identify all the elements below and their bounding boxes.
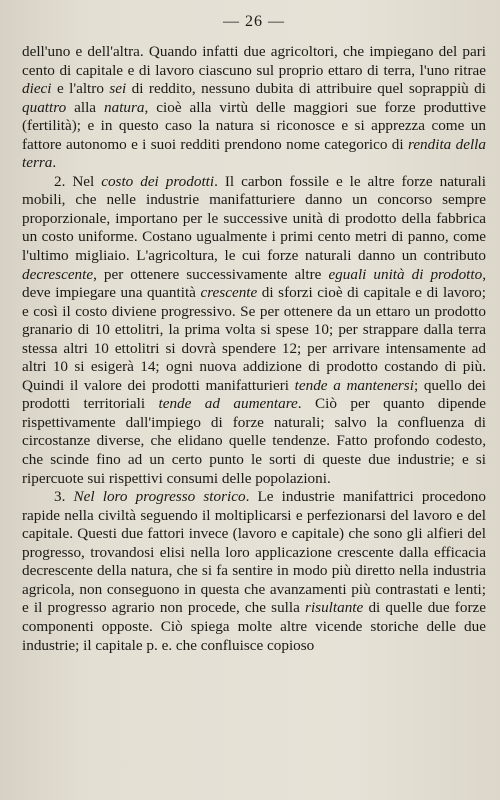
italic-segment: Nel loro progresso storico [73, 488, 246, 506]
text-segment: di sforzi cioè di capitale e di lavoro; e così il costo diviene progressivo. Se per ottenere da un ettaro un prodotto granario di 10 ettolitri, la prima volta si spese 10; per strappare dalla terra stessa altri 10 ettolitri si dovrà spendere 12; per arrivare intensamente ad altri 10 si esigerà 14; ogni nuova addizione di prodotto costando di più. Quindi il valore dei prodotti manifatturieri [22, 284, 486, 394]
italic-segment: rendita della terra [22, 135, 486, 172]
text-segment: alla [66, 98, 104, 116]
paragraph-progresso-storico [22, 488, 486, 655]
text-segment: di reddito, nessuno dubita di attribuire quel soprappiù di [126, 80, 486, 98]
text-segment: 2. Nel [54, 172, 102, 190]
italic-segment: sei [109, 80, 127, 98]
text-segment: dell'uno e dell'altra. Quando infatti due agricoltori, che impiegano del pari cento di capitale e di lavoro ciascuno sul proprio ettaro di terra, l'uno ritrae [22, 43, 486, 79]
page-number: — 26 — [223, 13, 285, 30]
text-segment: di quelle due forze componenti opposte. Ciò spiega molte altre vicende storiche delle due industrie; il capitale p. e. che confluisce copioso [22, 599, 486, 654]
italic-segment: natura [104, 98, 145, 116]
text-segment: . Le industrie manifattrici procedono rapide nella civiltà seguendo il moltiplicarsi e perfezionarsi del lavoro e del capitale. Questi due fattori invece (lavoro e capitale) che sono gli alfieri del progresso, trovandosi elisi nella loro applicazione crescente dalla efficacia decrescente della natura, che si fa sentire in modo più diretto nella industria agricola, non conseguono in questa che avanzamenti più contrastati e lenti; e il progresso agrario non procede, che sulla [22, 488, 486, 617]
text-segment: , per ottenere successivamente altre [93, 265, 329, 283]
italic-segment: decrescente [22, 265, 94, 283]
italic-segment: risultante [305, 599, 364, 617]
italic-segment: tende ad aumentare [158, 395, 298, 413]
text-segment: . [52, 154, 57, 172]
italic-segment: crescente [200, 284, 258, 302]
body-text [22, 43, 486, 655]
paragraph-costo-dei-prodotti [22, 173, 486, 488]
italic-segment: tende a mantenersi [294, 376, 414, 394]
text-segment: , cioè alla virtù delle maggiori sue forze produttive (fertilità); e in questo caso la natura si riconosce e si apprezza come un fattore autonomo e i suoi redditi prendono nome categorico di [22, 98, 487, 153]
text-segment: . Il carbon fossile e le altre forze naturali mobili, che nelle industrie manifatturiere danno un concorso sempre proporzionale, importano per le successive unità di prodotto della fabbrica un costo uniforme. Costano ugualmente i primi cento metri di panno, come l'ultimo migliaio. L'agricoltura, le cui forze naturali danno un contributo [22, 172, 486, 265]
text-segment: , deve impiegare una quantità [22, 265, 487, 302]
italic-segment: dieci [22, 80, 52, 98]
text-segment: e l'altro [51, 80, 110, 98]
italic-segment: eguali unità di prodotto [328, 265, 483, 283]
italic-segment: quattro [22, 98, 67, 116]
text-segment: . Ciò per quanto dipende rispettivamente dall'impiego di forze naturali; salvo la confluenza di circostanze diverse, che elidano quelle tendenze. Fatto profondo codesto, che scinde fino ad un certo punto le sorti di queste due industrie; e si ripercuote sui rispettivi consumi delle popolazioni. [22, 395, 486, 487]
paragraph-continuation [22, 43, 486, 173]
italic-segment: costo dei prodotti [101, 172, 215, 190]
text-segment: ; quello dei prodotti territoriali [22, 376, 486, 413]
text-segment: 3. [54, 488, 74, 506]
